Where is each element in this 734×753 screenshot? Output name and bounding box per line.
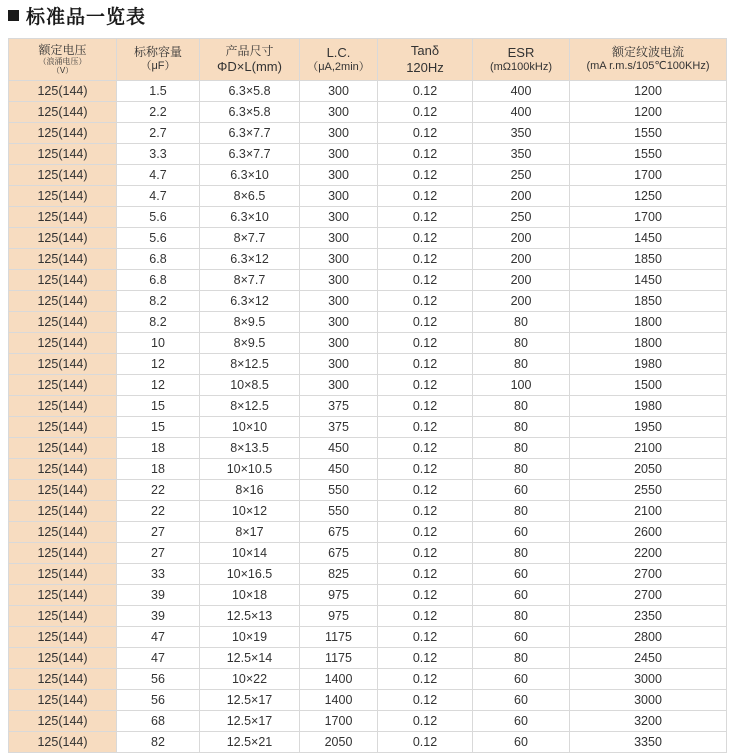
table-row [9, 564, 727, 585]
cell-size: 12.5×21 [200, 732, 300, 753]
cell-capacitance: 12 [117, 354, 200, 375]
cell-esr: 80 [473, 354, 570, 375]
cell-size: 6.3×7.7 [200, 123, 300, 144]
cell-rated-voltage: 125(144) [9, 732, 117, 753]
cell-leakage-current: 300 [300, 333, 378, 354]
cell-ripple-current: 1700 [570, 165, 727, 186]
cell-leakage-current: 300 [300, 249, 378, 270]
cell-size: 6.3×5.8 [200, 81, 300, 102]
cell-leakage-current: 450 [300, 459, 378, 480]
cell-rated-voltage: 125(144) [9, 291, 117, 312]
cell-tan-delta: 0.12 [378, 270, 473, 291]
cell-size: 12.5×13 [200, 606, 300, 627]
cell-tan-delta: 0.12 [378, 480, 473, 501]
black-square-icon [8, 10, 19, 21]
table-row [9, 543, 727, 564]
cell-leakage-current: 2050 [300, 732, 378, 753]
cell-esr: 80 [473, 648, 570, 669]
cell-size: 8×13.5 [200, 438, 300, 459]
cell-leakage-current: 300 [300, 375, 378, 396]
cell-tan-delta: 0.12 [378, 102, 473, 123]
cell-tan-delta: 0.12 [378, 81, 473, 102]
header-ripple-current-unit: (mA r.m.s/105℃100KHz) [586, 60, 710, 73]
cell-size: 6.3×7.7 [200, 144, 300, 165]
cell-capacitance: 47 [117, 627, 200, 648]
cell-rated-voltage: 125(144) [9, 564, 117, 585]
cell-ripple-current: 2100 [570, 438, 727, 459]
cell-capacitance: 15 [117, 396, 200, 417]
cell-ripple-current: 2700 [570, 585, 727, 606]
cell-capacitance: 27 [117, 543, 200, 564]
header-capacitance-unit: （μF） [140, 60, 176, 73]
cell-rated-voltage: 125(144) [9, 627, 117, 648]
cell-leakage-current: 375 [300, 417, 378, 438]
cell-esr: 250 [473, 207, 570, 228]
cell-tan-delta: 0.12 [378, 438, 473, 459]
cell-capacitance: 39 [117, 585, 200, 606]
table-row [9, 186, 727, 207]
cell-size: 8×7.7 [200, 228, 300, 249]
cell-leakage-current: 825 [300, 564, 378, 585]
cell-size: 10×16.5 [200, 564, 300, 585]
table-row [9, 585, 727, 606]
cell-size: 10×10 [200, 417, 300, 438]
cell-leakage-current: 300 [300, 354, 378, 375]
table-row [9, 396, 727, 417]
cell-leakage-current: 450 [300, 438, 378, 459]
cell-rated-voltage: 125(144) [9, 396, 117, 417]
cell-capacitance: 1.5 [117, 81, 200, 102]
cell-size: 6.3×10 [200, 165, 300, 186]
cell-esr: 200 [473, 291, 570, 312]
cell-ripple-current: 2050 [570, 459, 727, 480]
cell-size: 12.5×14 [200, 648, 300, 669]
header-size-unit: ΦD×L(mm) [217, 58, 282, 74]
header-size-title: 产品尺寸 [225, 43, 274, 58]
cell-esr: 100 [473, 375, 570, 396]
header-tan-delta [378, 39, 473, 81]
cell-rated-voltage: 125(144) [9, 606, 117, 627]
cell-tan-delta: 0.12 [378, 312, 473, 333]
table-row [9, 669, 727, 690]
cell-size: 6.3×5.8 [200, 102, 300, 123]
cell-ripple-current: 3000 [570, 669, 727, 690]
cell-size: 12.5×17 [200, 711, 300, 732]
cell-tan-delta: 0.12 [378, 732, 473, 753]
cell-leakage-current: 675 [300, 543, 378, 564]
cell-rated-voltage: 125(144) [9, 144, 117, 165]
cell-tan-delta: 0.12 [378, 585, 473, 606]
cell-capacitance: 6.8 [117, 249, 200, 270]
cell-esr: 80 [473, 501, 570, 522]
cell-esr: 80 [473, 417, 570, 438]
page-title-row [8, 2, 146, 28]
cell-ripple-current: 1850 [570, 291, 727, 312]
cell-rated-voltage: 125(144) [9, 354, 117, 375]
table-row [9, 459, 727, 480]
cell-capacitance: 56 [117, 669, 200, 690]
cell-leakage-current: 300 [300, 102, 378, 123]
cell-esr: 350 [473, 144, 570, 165]
cell-tan-delta: 0.12 [378, 522, 473, 543]
cell-tan-delta: 0.12 [378, 228, 473, 249]
cell-rated-voltage: 125(144) [9, 459, 117, 480]
cell-leakage-current: 1400 [300, 669, 378, 690]
cell-leakage-current: 300 [300, 312, 378, 333]
cell-leakage-current: 300 [300, 270, 378, 291]
cell-tan-delta: 0.12 [378, 627, 473, 648]
cell-esr: 80 [473, 312, 570, 333]
cell-esr: 80 [473, 333, 570, 354]
header-tan-delta-freq: 120Hz [406, 59, 444, 75]
cell-rated-voltage: 125(144) [9, 522, 117, 543]
table-row [9, 333, 727, 354]
cell-capacitance: 4.7 [117, 186, 200, 207]
table-row [9, 144, 727, 165]
table-row [9, 711, 727, 732]
cell-rated-voltage: 125(144) [9, 375, 117, 396]
cell-esr: 60 [473, 564, 570, 585]
table-row [9, 312, 727, 333]
cell-tan-delta: 0.12 [378, 396, 473, 417]
cell-rated-voltage: 125(144) [9, 186, 117, 207]
header-leakage-current-title: L.C. [326, 44, 351, 60]
cell-esr: 200 [473, 228, 570, 249]
table-row [9, 438, 727, 459]
cell-leakage-current: 300 [300, 165, 378, 186]
cell-esr: 60 [473, 585, 570, 606]
table-row [9, 606, 727, 627]
cell-rated-voltage: 125(144) [9, 123, 117, 144]
cell-ripple-current: 2800 [570, 627, 727, 648]
cell-tan-delta: 0.12 [378, 543, 473, 564]
cell-leakage-current: 1400 [300, 690, 378, 711]
cell-tan-delta: 0.12 [378, 291, 473, 312]
cell-ripple-current: 1800 [570, 333, 727, 354]
cell-capacitance: 10 [117, 333, 200, 354]
cell-ripple-current: 1980 [570, 354, 727, 375]
cell-ripple-current: 1950 [570, 417, 727, 438]
cell-ripple-current: 1450 [570, 228, 727, 249]
header-capacitance [117, 39, 200, 81]
cell-esr: 400 [473, 102, 570, 123]
cell-tan-delta: 0.12 [378, 501, 473, 522]
cell-capacitance: 27 [117, 522, 200, 543]
cell-esr: 60 [473, 711, 570, 732]
cell-ripple-current: 2700 [570, 564, 727, 585]
cell-rated-voltage: 125(144) [9, 669, 117, 690]
cell-ripple-current: 3350 [570, 732, 727, 753]
cell-capacitance: 22 [117, 480, 200, 501]
cell-tan-delta: 0.12 [378, 375, 473, 396]
cell-rated-voltage: 125(144) [9, 480, 117, 501]
table-row [9, 249, 727, 270]
header-row [9, 39, 727, 81]
cell-size: 12.5×17 [200, 690, 300, 711]
cell-esr: 80 [473, 543, 570, 564]
cell-rated-voltage: 125(144) [9, 417, 117, 438]
table-row [9, 165, 727, 186]
cell-tan-delta: 0.12 [378, 711, 473, 732]
cell-tan-delta: 0.12 [378, 606, 473, 627]
cell-leakage-current: 1175 [300, 627, 378, 648]
cell-size: 6.3×12 [200, 291, 300, 312]
cell-rated-voltage: 125(144) [9, 438, 117, 459]
cell-rated-voltage: 125(144) [9, 228, 117, 249]
cell-leakage-current: 300 [300, 186, 378, 207]
cell-rated-voltage: 125(144) [9, 165, 117, 186]
cell-capacitance: 39 [117, 606, 200, 627]
cell-ripple-current: 3200 [570, 711, 727, 732]
cell-ripple-current: 2450 [570, 648, 727, 669]
cell-leakage-current: 675 [300, 522, 378, 543]
cell-leakage-current: 300 [300, 207, 378, 228]
cell-ripple-current: 1850 [570, 249, 727, 270]
table-row [9, 123, 727, 144]
table-row [9, 291, 727, 312]
cell-ripple-current: 1700 [570, 207, 727, 228]
cell-capacitance: 15 [117, 417, 200, 438]
header-tan-delta-title: Tanδ [410, 43, 440, 59]
cell-size: 8×9.5 [200, 333, 300, 354]
table-header [9, 39, 727, 81]
cell-size: 8×12.5 [200, 354, 300, 375]
cell-tan-delta: 0.12 [378, 123, 473, 144]
cell-esr: 200 [473, 270, 570, 291]
cell-tan-delta: 0.12 [378, 186, 473, 207]
cell-tan-delta: 0.12 [378, 354, 473, 375]
cell-leakage-current: 375 [300, 396, 378, 417]
cell-capacitance: 33 [117, 564, 200, 585]
cell-leakage-current: 1175 [300, 648, 378, 669]
cell-ripple-current: 2350 [570, 606, 727, 627]
cell-size: 10×8.5 [200, 375, 300, 396]
cell-tan-delta: 0.12 [378, 249, 473, 270]
cell-size: 8×9.5 [200, 312, 300, 333]
cell-ripple-current: 3000 [570, 690, 727, 711]
table-row [9, 690, 727, 711]
cell-size: 10×10.5 [200, 459, 300, 480]
header-ripple-current [570, 39, 727, 81]
header-esr [473, 39, 570, 81]
table-body [9, 81, 727, 753]
cell-rated-voltage: 125(144) [9, 249, 117, 270]
cell-ripple-current: 2200 [570, 543, 727, 564]
cell-esr: 350 [473, 123, 570, 144]
cell-capacitance: 8.2 [117, 312, 200, 333]
cell-esr: 200 [473, 186, 570, 207]
table-row [9, 501, 727, 522]
cell-capacitance: 6.8 [117, 270, 200, 291]
cell-size: 8×16 [200, 480, 300, 501]
header-ripple-current-title: 额定纹波电流 [611, 45, 684, 60]
cell-rated-voltage: 125(144) [9, 102, 117, 123]
cell-capacitance: 4.7 [117, 165, 200, 186]
cell-esr: 60 [473, 669, 570, 690]
cell-rated-voltage: 125(144) [9, 333, 117, 354]
cell-ripple-current: 1250 [570, 186, 727, 207]
header-capacitance-title: 标称容量 [133, 45, 182, 60]
cell-rated-voltage: 125(144) [9, 585, 117, 606]
cell-size: 8×17 [200, 522, 300, 543]
cell-leakage-current: 550 [300, 480, 378, 501]
table-row [9, 732, 727, 753]
table-row [9, 480, 727, 501]
cell-size: 10×12 [200, 501, 300, 522]
cell-size: 6.3×12 [200, 249, 300, 270]
table-row [9, 417, 727, 438]
cell-size: 10×14 [200, 543, 300, 564]
cell-capacitance: 47 [117, 648, 200, 669]
cell-esr: 60 [473, 732, 570, 753]
cell-size: 8×6.5 [200, 186, 300, 207]
cell-size: 10×19 [200, 627, 300, 648]
cell-tan-delta: 0.12 [378, 564, 473, 585]
cell-tan-delta: 0.12 [378, 648, 473, 669]
cell-capacitance: 12 [117, 375, 200, 396]
table-row [9, 375, 727, 396]
cell-tan-delta: 0.12 [378, 165, 473, 186]
cell-rated-voltage: 125(144) [9, 81, 117, 102]
cell-esr: 80 [473, 396, 570, 417]
cell-size: 6.3×10 [200, 207, 300, 228]
header-esr-unit: (mΩ100kHz) [489, 60, 552, 73]
cell-esr: 400 [473, 81, 570, 102]
cell-size: 10×18 [200, 585, 300, 606]
table-row [9, 627, 727, 648]
header-rated-voltage-title: 额定电压 [38, 43, 87, 58]
cell-rated-voltage: 125(144) [9, 270, 117, 291]
cell-ripple-current: 1200 [570, 81, 727, 102]
cell-ripple-current: 1200 [570, 102, 727, 123]
table-row [9, 81, 727, 102]
cell-rated-voltage: 125(144) [9, 543, 117, 564]
table-row [9, 102, 727, 123]
cell-esr: 80 [473, 438, 570, 459]
cell-rated-voltage: 125(144) [9, 312, 117, 333]
cell-rated-voltage: 125(144) [9, 690, 117, 711]
cell-tan-delta: 0.12 [378, 207, 473, 228]
cell-capacitance: 5.6 [117, 207, 200, 228]
cell-size: 8×12.5 [200, 396, 300, 417]
cell-esr: 250 [473, 165, 570, 186]
header-esr-title: ESR [507, 44, 535, 60]
table-row [9, 207, 727, 228]
cell-ripple-current: 2100 [570, 501, 727, 522]
cell-rated-voltage: 125(144) [9, 711, 117, 732]
cell-ripple-current: 1550 [570, 144, 727, 165]
cell-tan-delta: 0.12 [378, 669, 473, 690]
cell-rated-voltage: 125(144) [9, 648, 117, 669]
cell-esr: 60 [473, 690, 570, 711]
cell-capacitance: 5.6 [117, 228, 200, 249]
cell-tan-delta: 0.12 [378, 144, 473, 165]
cell-ripple-current: 1550 [570, 123, 727, 144]
cell-leakage-current: 300 [300, 123, 378, 144]
cell-capacitance: 56 [117, 690, 200, 711]
cell-ripple-current: 2600 [570, 522, 727, 543]
cell-capacitance: 68 [117, 711, 200, 732]
cell-capacitance: 82 [117, 732, 200, 753]
cell-esr: 80 [473, 606, 570, 627]
table-row [9, 228, 727, 249]
cell-leakage-current: 300 [300, 291, 378, 312]
cell-leakage-current: 300 [300, 228, 378, 249]
cell-esr: 60 [473, 522, 570, 543]
cell-size: 10×22 [200, 669, 300, 690]
spec-table [8, 38, 727, 753]
header-size [200, 39, 300, 81]
cell-rated-voltage: 125(144) [9, 501, 117, 522]
cell-ripple-current: 1500 [570, 375, 727, 396]
cell-tan-delta: 0.12 [378, 333, 473, 354]
cell-capacitance: 2.7 [117, 123, 200, 144]
cell-leakage-current: 300 [300, 144, 378, 165]
table-row [9, 270, 727, 291]
cell-leakage-current: 300 [300, 81, 378, 102]
cell-esr: 200 [473, 249, 570, 270]
cell-ripple-current: 1980 [570, 396, 727, 417]
header-leakage-current [300, 39, 378, 81]
cell-capacitance: 18 [117, 438, 200, 459]
cell-capacitance: 22 [117, 501, 200, 522]
cell-leakage-current: 1700 [300, 711, 378, 732]
header-leakage-current-unit: （μA,2min） [307, 60, 370, 73]
table-row [9, 522, 727, 543]
cell-ripple-current: 1800 [570, 312, 727, 333]
cell-tan-delta: 0.12 [378, 417, 473, 438]
header-surge-voltage-note: （浪涌电压） [38, 57, 87, 67]
cell-ripple-current: 1450 [570, 270, 727, 291]
table-row [9, 648, 727, 669]
cell-capacitance: 8.2 [117, 291, 200, 312]
header-rated-voltage [9, 39, 117, 81]
cell-esr: 60 [473, 480, 570, 501]
page-title: 标准品一览表 [26, 5, 147, 28]
table-row [9, 354, 727, 375]
cell-leakage-current: 550 [300, 501, 378, 522]
cell-leakage-current: 975 [300, 585, 378, 606]
cell-tan-delta: 0.12 [378, 690, 473, 711]
cell-tan-delta: 0.12 [378, 459, 473, 480]
header-voltage-unit: （V） [51, 66, 74, 75]
cell-capacitance: 3.3 [117, 144, 200, 165]
cell-capacitance: 2.2 [117, 102, 200, 123]
cell-ripple-current: 2550 [570, 480, 727, 501]
cell-capacitance: 18 [117, 459, 200, 480]
cell-leakage-current: 975 [300, 606, 378, 627]
cell-esr: 60 [473, 627, 570, 648]
cell-size: 8×7.7 [200, 270, 300, 291]
cell-rated-voltage: 125(144) [9, 207, 117, 228]
cell-esr: 80 [473, 459, 570, 480]
